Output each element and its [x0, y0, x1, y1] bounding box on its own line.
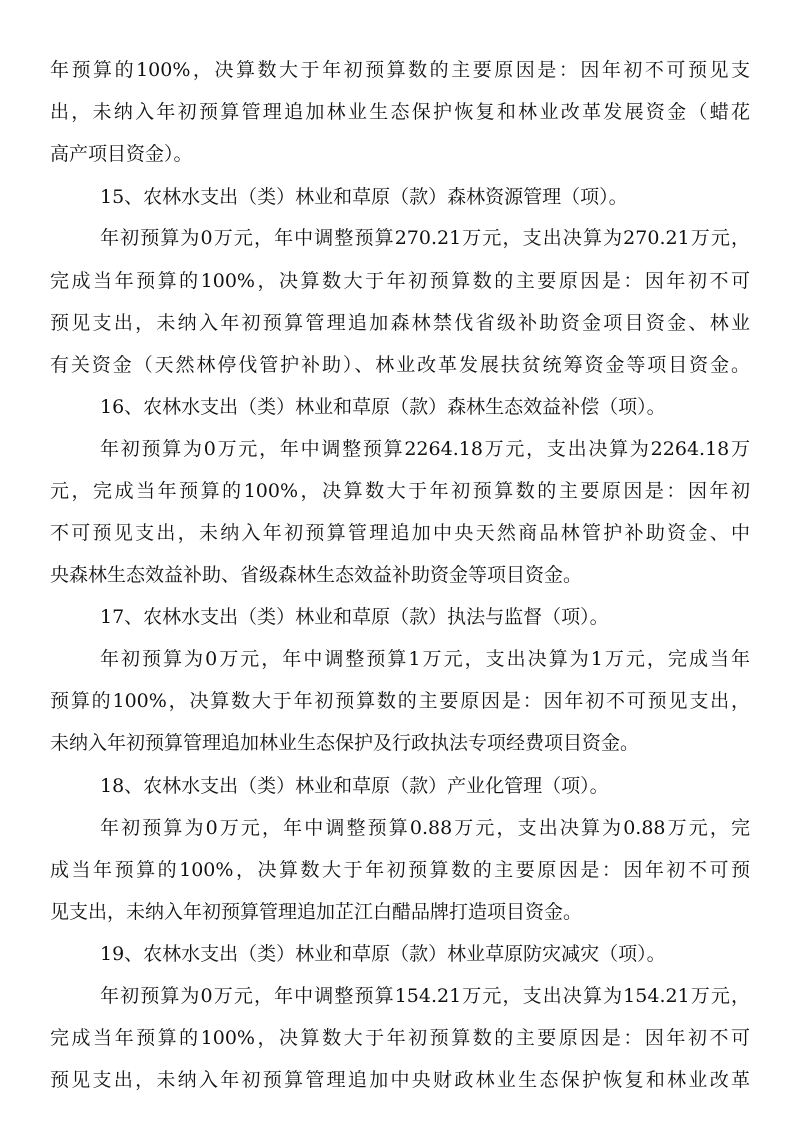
body-text-line: 预算的100%，决算数大于年初预算数的主要原因是：因年初不可预见支出，: [50, 690, 750, 712]
body-text-line: 未纳入年初预算管理追加林业生态保护及行政执法专项经费项目资金。: [50, 732, 640, 754]
body-text-line: 年初预算为0万元，年中调整预算270.21万元，支出决算为270.21万元，: [100, 227, 750, 249]
body-text-line: 高产项目资金）。: [50, 143, 193, 165]
section-heading-15: 15、农林水支出（类）林业和草原（款）森林资源管理（项）。: [100, 186, 628, 208]
section-heading-18: 18、农林水支出（类）林业和草原（款）产业化管理（项）。: [100, 775, 609, 797]
body-text-line: 央森林生态效益补助、省级森林生态效益补助资金等项目资金。: [50, 564, 583, 586]
body-text-line: 年预算的100%，决算数大于年初预算数的主要原因是：因年初不可预见支: [50, 59, 750, 81]
body-text-line: 成当年预算的100%，决算数大于年初预算数的主要原因是：因年初不可预: [50, 859, 750, 881]
body-text-line: 年初预算为0万元，年中调整预算154.21万元，支出决算为154.21万元，: [100, 985, 750, 1007]
section-heading-19: 19、农林水支出（类）林业和草原（款）林业草原防灾减灾（项）。: [100, 943, 666, 965]
body-text-line: 年初预算为0万元，年中调整预算0.88万元，支出决算为0.88万元，完: [100, 817, 750, 839]
section-heading-16: 16、农林水支出（类）林业和草原（款）森林生态效益补偿（项）。: [100, 396, 666, 418]
body-text-line: 年初预算为0万元，年中调整预算1万元，支出决算为1万元，完成当年: [100, 648, 750, 670]
body-text-line: 不可预见支出，未纳入年初预算管理追加中央天然商品林管护补助资金、中: [50, 522, 750, 544]
body-text-line: 有关资金（天然林停伐管护补助）、林业改革发展扶贫统筹资金等项目资金。: [50, 354, 750, 376]
body-text-line: 预见支出，未纳入年初预算管理追加中央财政林业生态保护恢复和林业改革: [50, 1069, 750, 1091]
body-text-line: 完成当年预算的100%，决算数大于年初预算数的主要原因是：因年初不可: [50, 1027, 750, 1049]
section-heading-17: 17、农林水支出（类）林业和草原（款）执法与监督（项）。: [100, 606, 609, 628]
body-text-line: 预见支出，未纳入年初预算管理追加森林禁伐省级补助资金项目资金、林业: [50, 312, 750, 334]
body-text-line: 元，完成当年预算的100%，决算数大于年初预算数的主要原因是：因年初: [50, 480, 750, 502]
body-text-line: 完成当年预算的100%，决算数大于年初预算数的主要原因是：因年初不可: [50, 270, 750, 292]
body-text-line: 出，未纳入年初预算管理追加林业生态保护恢复和林业改革发展资金（蜡花: [50, 101, 750, 123]
body-text-line: 年初预算为0万元，年中调整预算2264.18万元，支出决算为2264.18万: [100, 438, 750, 460]
body-text-line: 见支出，未纳入年初预算管理追加芷江白醋品牌打造项目资金。: [50, 901, 583, 923]
